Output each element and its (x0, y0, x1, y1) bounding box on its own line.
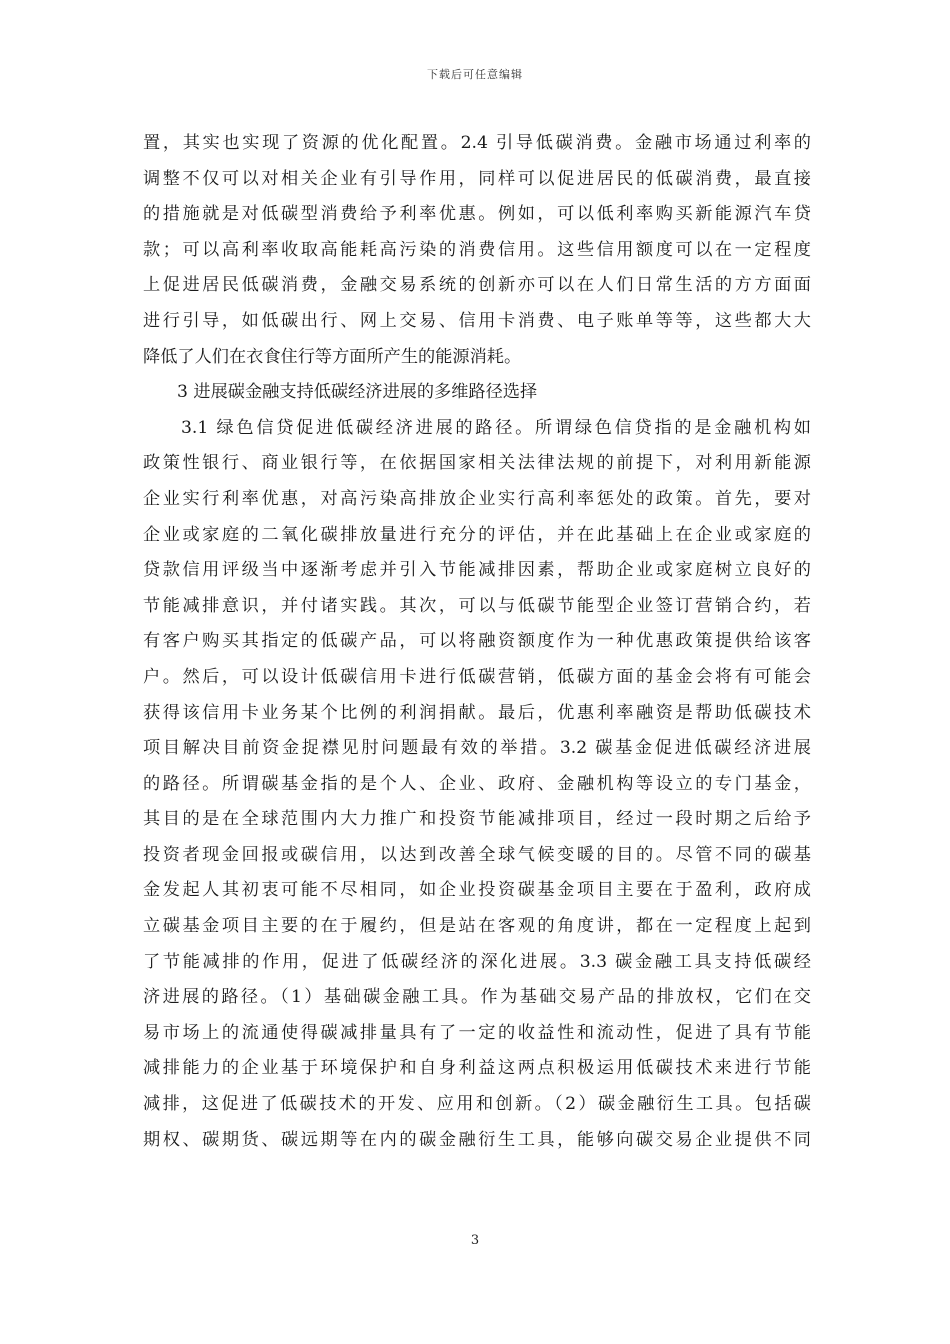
text-line: 的措施就是对低碳型消费给予利率优惠。例如，可以低利率购买新能源汽车贷 (143, 204, 811, 225)
text-line: 其目的是在全球范围内大力推广和投资节能减排项目，经过一段时期之后给予 (143, 809, 811, 830)
page-number: 3 (470, 1233, 480, 1248)
text-line: 获得该信用卡业务某个比例的利润捐献。最后，优惠利率融资是帮助低碳技术 (143, 702, 811, 723)
text-line: 项目解决目前资金捉襟见肘问题最有效的举措。3.2 碳基金促进低碳经济进展 (143, 738, 811, 759)
header-note: 下载后可任意编辑 (427, 68, 523, 81)
text-line: 进行引导，如低碳出行、网上交易、信用卡消费、电子账单等等，这些都大大 (143, 310, 811, 331)
text-line: 减排能力的企业基于环境保护和自身利益这两点积极运用低碳技术来进行节能 (143, 1058, 811, 1079)
text-line: 了节能减排的作用，促进了低碳经济的深化进展。3.3 碳金融工具支持低碳经 (143, 951, 811, 972)
paragraph-paths (143, 411, 811, 1158)
text-line: 政策性银行、商业银行等，在依据国家相关法律法规的前提下，对利用新能源 (143, 453, 811, 474)
paragraph-low-carbon-consumption (143, 126, 811, 375)
text-line: 节能减排意识，并付诸实践。其次，可以与低碳节能型企业签订营销合约，若 (143, 595, 811, 616)
text-line: 投资者现金回报或碳信用，以达到改善全球气候变暖的目的。尽管不同的碳基 (143, 844, 811, 865)
section-heading: 3 进展碳金融支持低碳经济进展的多维路径选择 (177, 382, 538, 403)
text-line: 企业或家庭的二氧化碳排放量进行充分的评估，并在此基础上在企业或家庭的 (143, 524, 811, 545)
text-line: 易市场上的流通使得碳减排量具有了一定的收益性和流动性，促进了具有节能 (143, 1022, 811, 1043)
text-line: 企业实行利率优惠，对高污染高排放企业实行高利率惩处的政策。首先，要对 (143, 488, 811, 509)
text-line: 减排，这促进了低碳技术的开发、应用和创新。（2）碳金融衍生工具。包括碳 (143, 1094, 811, 1115)
text-line: 金发起人其初衷可能不尽相同，如企业投资碳基金项目主要在于盈利，政府成 (143, 880, 811, 901)
text-line: 款；可以高利率收取高能耗高污染的消费信用。这些信用额度可以在一定程度 (143, 239, 811, 260)
text-line: 立碳基金项目主要的在于履约，但是站在客观的角度讲，都在一定程度上起到 (143, 916, 811, 937)
text-line: 户。然后，可以设计低碳信用卡进行低碳营销，低碳方面的基金会将有可能会 (143, 666, 811, 687)
text-line: 调整不仅可以对相关企业有引导作用，同样可以促进居民的低碳消费，最直接 (143, 168, 811, 189)
text-line: 期权、碳期货、碳远期等在内的碳金融衍生工具，能够向碳交易企业提供不同 (143, 1129, 811, 1150)
text-line: 的路径。所谓碳基金指的是个人、企业、政府、金融机构等设立的专门基金， (143, 773, 811, 794)
text-line: 3.1 绿色信贷促进低碳经济进展的路径。所谓绿色信贷指的是金融机构如 (181, 417, 811, 438)
text-line: 置，其实也实现了资源的优化配置。2.4 引导低碳消费。金融市场通过利率的 (143, 133, 811, 153)
document-body (143, 126, 811, 1158)
text-line: 贷款信用评级当中逐渐考虑并引入节能减排因素，帮助企业或家庭树立良好的 (143, 560, 811, 581)
text-line: 济进展的路径。（1）基础碳金融工具。作为基础交易产品的排放权，它们在交 (143, 987, 811, 1008)
text-line: 有客户购买其指定的低碳产品，可以将融资额度作为一种优惠政策提供给该客 (143, 631, 811, 652)
text-line: 降低了人们在衣食住行等方面所产生的能源消耗。 (143, 346, 522, 367)
text-line: 上促进居民低碳消费，金融交易系统的创新亦可以在人们日常生活的方方面面 (143, 275, 811, 296)
